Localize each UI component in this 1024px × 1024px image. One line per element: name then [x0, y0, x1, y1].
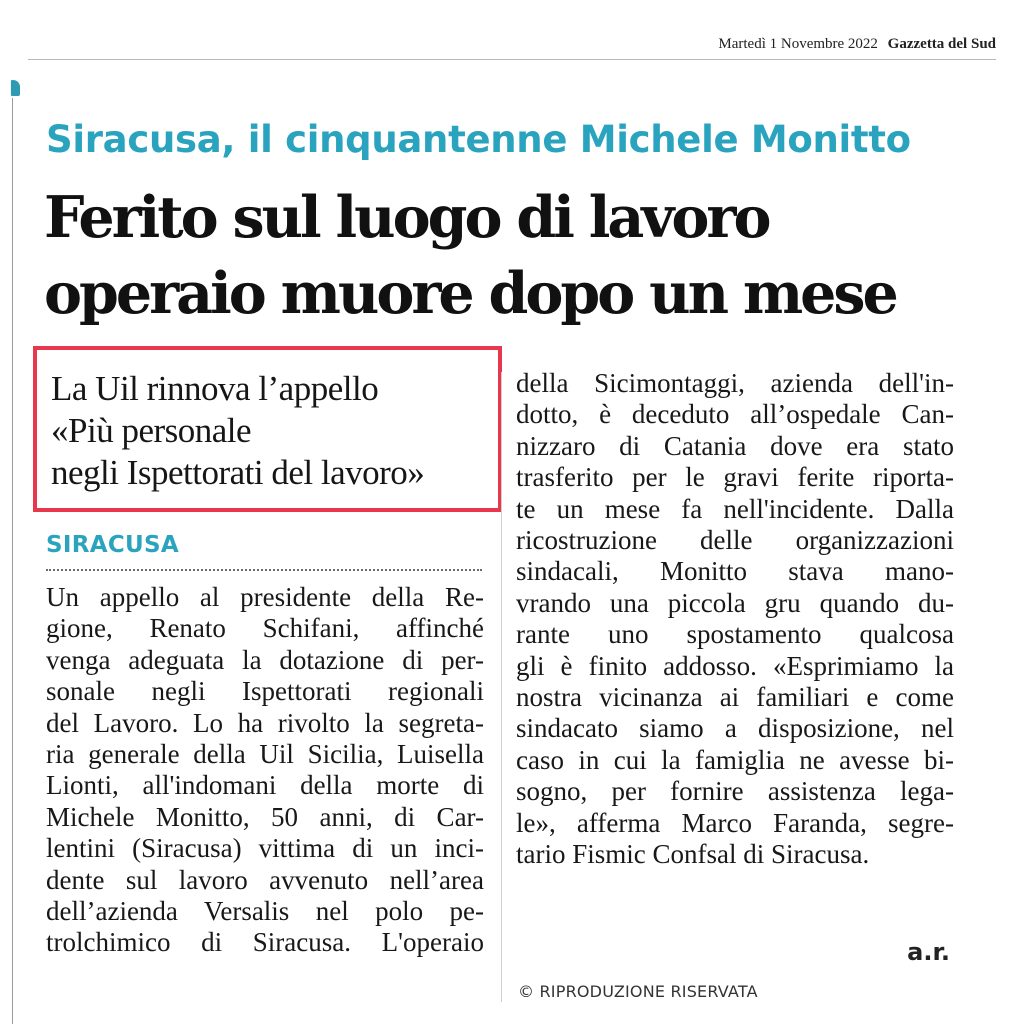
author-signature: a.r. [907, 938, 950, 966]
article-headline [44, 180, 1004, 332]
body-text-line: vrando una piccola gru quando du- [516, 587, 954, 618]
body-text-line: dotto, è deceduto all’ospedale Can- [516, 399, 954, 430]
column-divider [501, 372, 502, 1002]
body-text-line: venga adeguata la dotazione di per- [46, 644, 484, 675]
body-text-line: tario Fismic Confsal di Siracusa. [516, 839, 870, 870]
body-text-line: trolchimico di Siracusa. L'operaio [46, 927, 484, 958]
headline-line: Ferito sul luogo di lavoro [44, 184, 769, 251]
body-text-line: Michele Monitto, 50 anni, di Car- [46, 801, 484, 832]
body-text-line: ricostruzione delle organizzazioni [516, 525, 954, 556]
body-text-line: sindacato siamo a disposizione, nel [516, 713, 954, 744]
highlighted-subhead-box [33, 346, 502, 512]
page-border [12, 98, 13, 1024]
copyright-notice: © RIPRODUZIONE RISERVATA [518, 982, 758, 1001]
headline-line: operaio muore dopo un mese [44, 260, 896, 327]
body-text-line: nizzaro di Catania dove era stato [516, 430, 954, 461]
body-text-line: gli è finito addosso. «Esprimiamo la [516, 650, 954, 681]
body-text-line: sindacali, Monitto stava mano- [516, 556, 954, 587]
dateline-section: SIRACUSA [46, 532, 179, 558]
subhead-line: La Uil rinnova l’appello [51, 369, 379, 408]
body-text-line: lentini (Siracusa) vittima di un inci- [46, 833, 484, 864]
masthead-rule [28, 59, 996, 60]
body-text-line: caso in cui la famiglia ne avesse bi- [516, 744, 954, 775]
newspaper-name: Gazzetta del Sud [887, 36, 996, 52]
body-text-line: ria generale della Uil Sicilia, Luisella [46, 739, 484, 770]
body-text-line: del Lavoro. Lo ha rivolto la segreta- [46, 707, 484, 738]
body-text-line: sonale negli Ispettorati regionali [46, 676, 484, 707]
subhead-line: «Più personale [51, 411, 252, 450]
body-text-line: Lionti, all'indomani della morte di [46, 770, 484, 801]
body-text-line: rante uno spostamento qualcosa [516, 619, 954, 650]
body-text-line: le», afferma Marco Faranda, segre- [516, 807, 954, 838]
subhead-line: negli Ispettorati del lavoro» [51, 453, 425, 492]
issue-date: Martedì 1 Novembre 2022 [718, 36, 878, 52]
body-text-line: sogno, per fornire assistenza lega- [516, 776, 954, 807]
body-text-line: Un appello al presidente della Re- [46, 582, 484, 612]
body-text-line: nostra vicinanza ai familiari e come [516, 682, 954, 713]
article-subhead [51, 368, 424, 494]
body-text-line: gione, Renato Schifani, affinché [46, 613, 484, 644]
body-text-line: trasferito per le gravi ferite riporta- [516, 462, 954, 493]
body-column-left [46, 582, 484, 959]
body-text-line: della Sicimontaggi, azienda dell'in- [516, 368, 954, 398]
corner-mark-icon [6, 80, 20, 96]
body-text-line: dente sul lavoro avvenuto nell’area [46, 864, 484, 895]
body-text-line: te un mese fa nell'incidente. Dalla [516, 493, 954, 524]
article-kicker: Siracusa, il cinquantenne Michele Monitto [46, 118, 911, 161]
masthead [718, 36, 996, 53]
body-text-line: dell’azienda Versalis nel polo pe- [46, 896, 484, 927]
dotted-divider [46, 569, 482, 571]
body-column-right [516, 368, 954, 871]
